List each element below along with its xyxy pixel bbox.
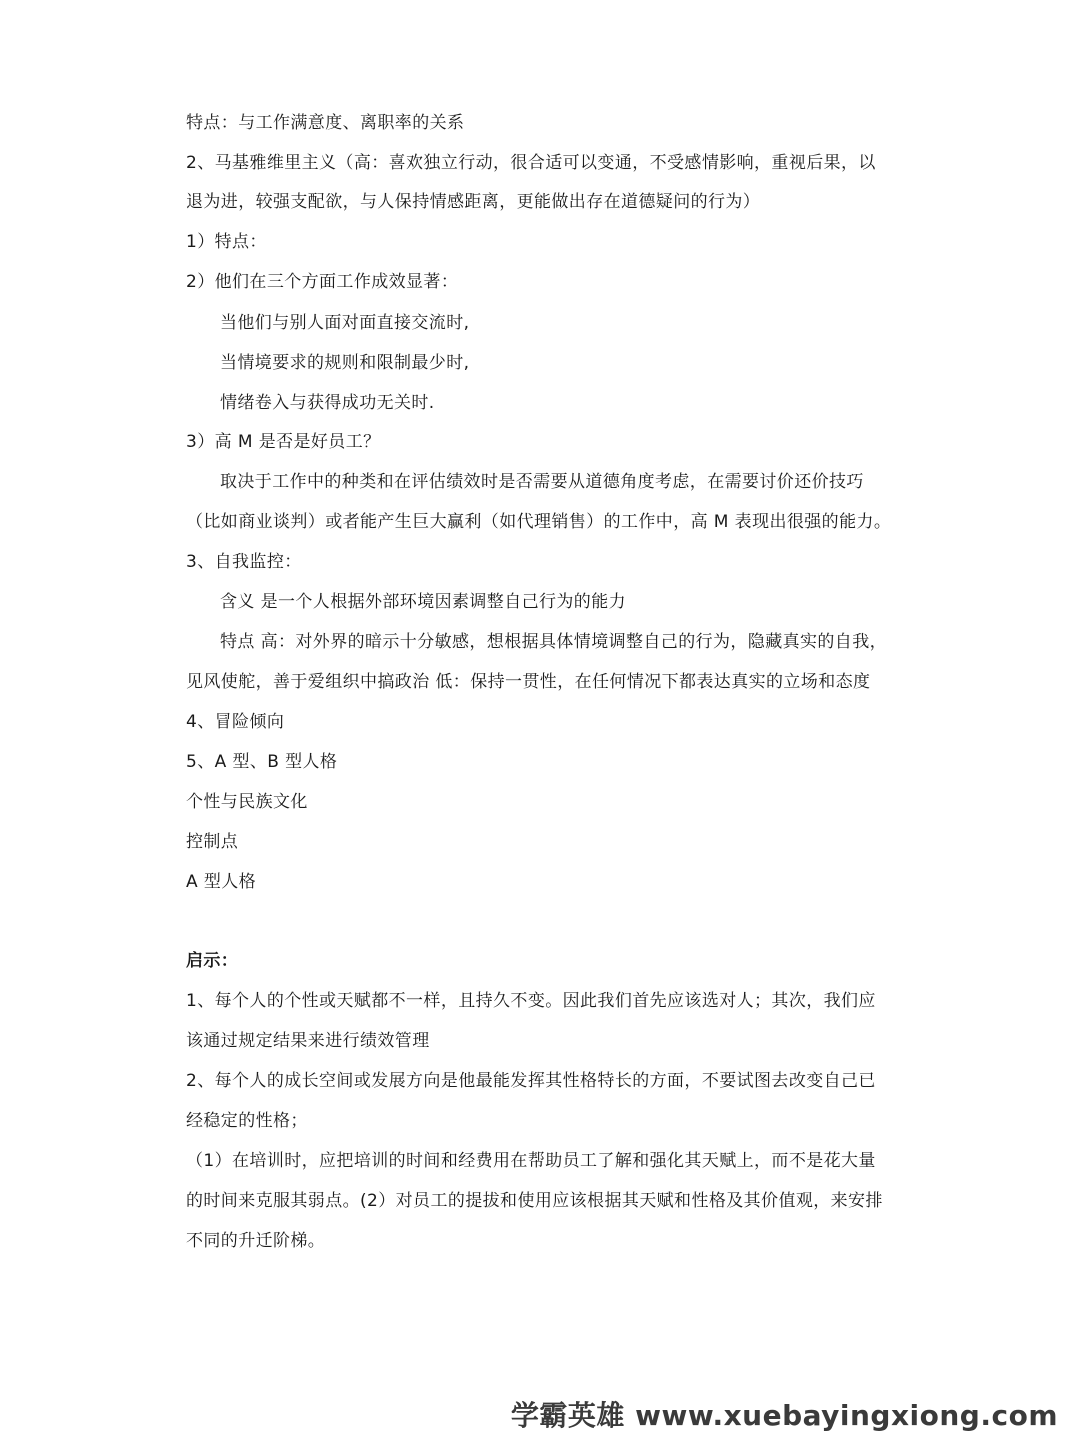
text-line: 3、自我监控： bbox=[186, 552, 302, 572]
text-line: 3）高 M 是否是好员工？ bbox=[186, 432, 381, 452]
text-line: 1）特点： bbox=[186, 232, 267, 252]
text-line: 控制点 bbox=[186, 832, 239, 852]
text-line: 取决于工作中的种类和在评估绩效时是否需要从道德角度考虑，在需要讨价还价技巧 bbox=[220, 472, 864, 492]
section-heading: 启示： bbox=[186, 951, 239, 971]
text-line: 特点：与工作满意度、离职率的关系 bbox=[186, 113, 465, 133]
text-line: 4、冒险倾向 bbox=[186, 712, 285, 732]
text-line: 特点 高：对外界的暗示十分敏感，想根据具体情境调整自己的行为，隐藏真实的自我， bbox=[220, 632, 888, 652]
text-line: 见风使舵，善于爱组织中搞政治 低：保持一贯性，在任何情况下都表达真实的立场和态度 bbox=[186, 672, 871, 692]
text-line: 退为进，较强支配欲，与人保持情感距离，更能做出存在道德疑问的行为） bbox=[186, 192, 761, 212]
text-line: 个性与民族文化 bbox=[186, 792, 308, 812]
text-line: A 型人格 bbox=[186, 872, 257, 892]
text-line: 当情境要求的规则和限制最少时, bbox=[220, 353, 470, 373]
text-line: 1、每个人的个性或天赋都不一样，且持久不变。因此我们首先应该选对人；其次，我们应 bbox=[186, 991, 876, 1011]
text-line: 含义 是一个人根据外部环境因素调整自己行为的能力 bbox=[220, 592, 627, 612]
text-line: （1）在培训时，应把培训的时间和经费用在帮助员工了解和强化其天赋上，而不是花大量 bbox=[186, 1151, 876, 1171]
text-line: 该通过规定结果来进行绩效管理 bbox=[186, 1031, 430, 1051]
text-line: 2、马基雅维里主义（高：喜欢独立行动，很合适可以变通，不受感情影响，重视后果，以 bbox=[186, 153, 876, 173]
watermark-text: 学霸英雄 www.xuebayingxiong.com bbox=[510, 1399, 1058, 1432]
text-line: 不同的升迁阶梯。 bbox=[186, 1231, 326, 1251]
text-line: 当他们与别人面对面直接交流时, bbox=[220, 313, 470, 333]
text-line: 情绪卷入与获得成功无关时. bbox=[220, 393, 435, 413]
text-line: 5、A 型、B 型人格 bbox=[186, 752, 338, 772]
text-line: 2）他们在三个方面工作成效显著： bbox=[186, 272, 459, 292]
text-line: （比如商业谈判）或者能产生巨大赢利（如代理销售）的工作中，高 M 表现出很强的能力。 bbox=[186, 512, 892, 532]
text-line: 2、每个人的成长空间或发展方向是他最能发挥其性格特长的方面，不要试图去改变自己已 bbox=[186, 1071, 876, 1091]
text-line: 的时间来克服其弱点。(2）对员工的提拔和使用应该根据其天赋和性格及其价值观，来安排 bbox=[186, 1191, 883, 1211]
text-line: 经稳定的性格； bbox=[186, 1111, 308, 1131]
